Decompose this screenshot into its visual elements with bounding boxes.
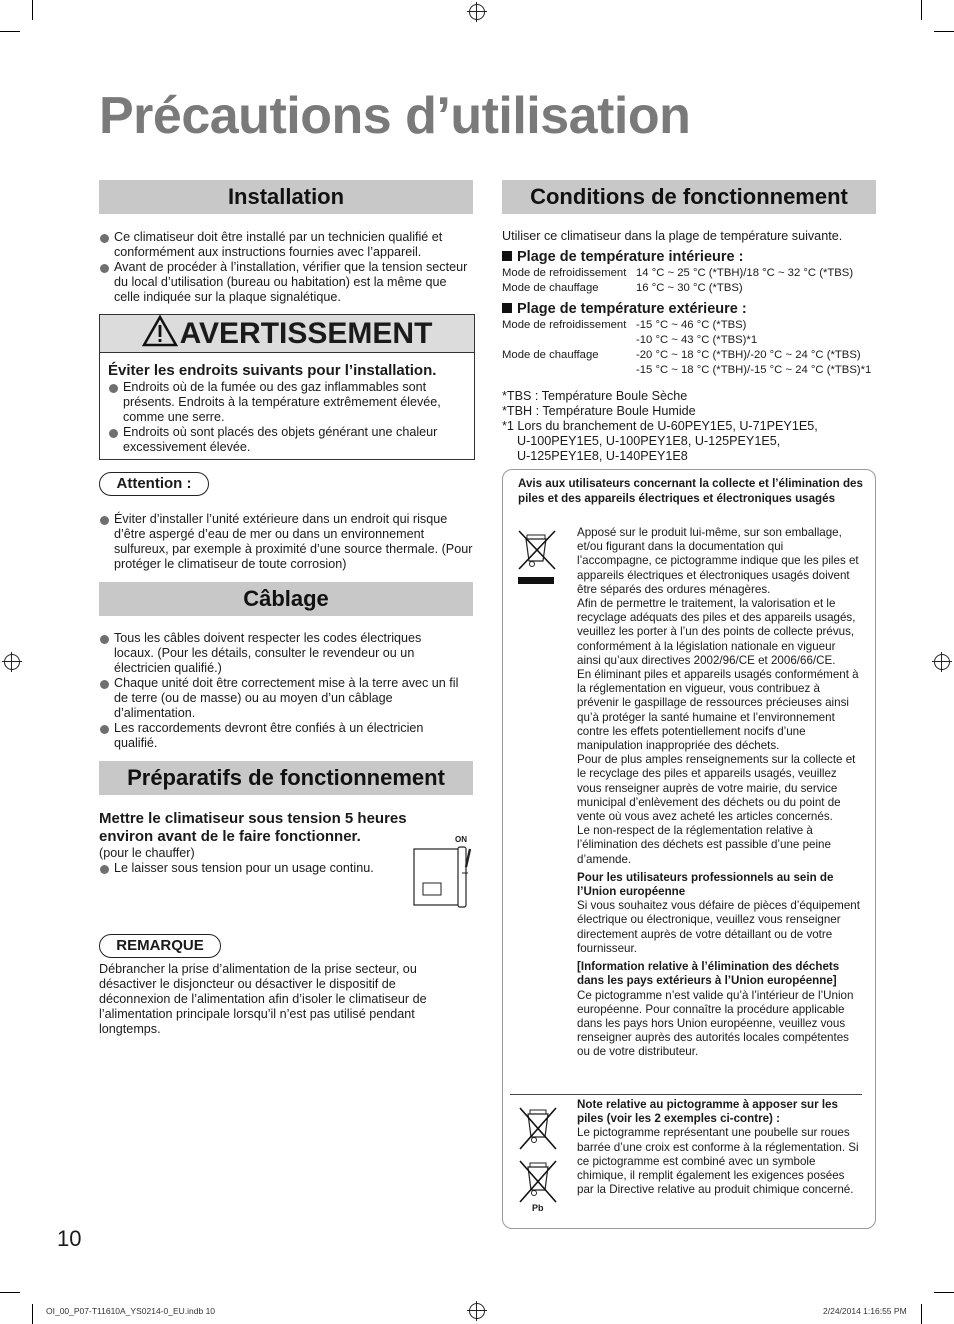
- crop-mark: [32, 1304, 33, 1324]
- registration-mark-icon: [469, 1303, 485, 1319]
- eu-notice-title: Avis aux utilisateurs concernant la collecte et l’élimination des piles et des appareils électriques et électroniques usagés: [518, 477, 863, 505]
- conditions-notes: *TBS : Température Boule Sèche *TBH : Température Boule Humide *1 Lors du branchement de U-60PEY1E5, U-71PEY1E5, U-100PEY1E5, U-100PEY1E8, U-125PEY1E5, U-125PEY1E8, U-140PEY1E8: [502, 389, 818, 463]
- page-title: Précautions d’utilisation: [99, 87, 691, 145]
- crop-mark: [921, 0, 922, 20]
- attention-label: Attention :: [99, 472, 209, 496]
- attention-text: [99, 512, 473, 572]
- warning-triangle-icon: [142, 315, 178, 347]
- remarque-text: Débrancher la prise d’alimentation de la prise secteur, ou désactiver le disjoncteur ou désactiver le dispositif de déconnexion de l’alimentation afin d’isoler le climatiseur de l’alimentation principale lorsqu’il n’est pas utilisé pendant longtemps.: [99, 962, 427, 1036]
- footer-date: 2/24/2014 1:16:55 PM: [823, 1306, 907, 1316]
- registration-mark-icon: [4, 654, 20, 670]
- remarque-label: REMARQUE: [99, 934, 221, 958]
- crop-mark: [934, 1292, 954, 1293]
- square-bullet-icon: [502, 303, 512, 313]
- registration-mark-icon: [469, 4, 485, 20]
- crop-mark: [934, 31, 954, 32]
- crop-mark: [921, 1304, 922, 1324]
- on-label: ON: [455, 835, 467, 844]
- cablage-bullet: Chaque unité doit être correctement mise à la terre avec un fil de terre (ou de masse) ou au moyen d’un câblage d’alimentation.: [99, 676, 459, 721]
- footer-file: OI_00_P07-T11610A_YS0214-0_EU.indb 10: [46, 1306, 216, 1316]
- eu-divider: [510, 1094, 862, 1095]
- outdoor-table: Mode de refroidissement -15 °C ~ 46 °C (*TBS) -10 °C ~ 43 °C (*TBS)*1 Mode de chauffage -20 °C ~ 18 °C (*TBH)/-20 °C ~ 24 °C (*TBS) -15 °C ~ 18 °C (*TBH)/-15 °C ~ 24 °C (*TBS)*1: [502, 319, 872, 376]
- eu-notice-body: Apposé sur le produit lui-même, sur son emballage, et/ou figurant dans la documentation qui l’accompagne, ce pictogramme indique que les piles et appareils électriques et électroniques usagés doivent être séparés des ordures ménagères. Afin de permettre le traitement, la valorisation et le recyclage adéquats des piles et des appareils usagés, veuillez les porter à l’un des points de collecte prévus, conformément à la législation nationale en vigueur ainsi qu’aux directives 2002/96/CE et 2006/66/CE. En éliminant piles et appareils usagés conformément à la réglementation en vigueur, vous contribuez à prévenir le gaspillage de ressources précieuses ainsi qu’à protéger la santé humaine et l’environnement contre les effets potentiellement nocifs d’une manipulation inappropriée des déchets. Pour de plus amples renseignements sur la collecte et le recyclage des piles et appareils usagés, veuillez vous renseigner auprès de votre mairie, du service municipal d’enlèvement des déchets ou du point de vente où vous avez acheté les articles concernés. Le non-respect de la réglementation relative à l’élimination des déchets est passible d’une peine d’amende. Pour les utilisateurs professionnels au sein de l’Union européenne Si vous souhaitez vous défaire de pièces d’équipement électrique ou électronique, veuillez vous renseigner directement auprès de votre détaillant ou de votre fournisseur. [Information relative à l’élimination des déchets dans les pays extérieurs à l’Union européenne] Ce pictogramme n’est valide qu’à l’intérieur de l’Union européenne. Pour connaître la procédure applicable dans les pays hors Union européenne, veuillez vous renseigner auprès des autorités locales compétentes ou de votre distributeur.: [577, 526, 860, 1059]
- preparatifs-note: (pour le chauffer): [99, 846, 195, 860]
- preparatifs-bold: Mettre le climatiseur sous tension 5 heures environ avant de le faire fonctionner.: [99, 810, 407, 845]
- warning-subheading: Éviter les endroits suivants pour l’installation.: [108, 362, 437, 379]
- page-number: 10: [57, 1226, 82, 1251]
- installation-heading: Installation: [99, 180, 473, 214]
- eu-note: Note relative au pictogramme à apposer sur les piles (voir les 2 exemples ci-contre) : Le pictogramme représentant une poubelle sur roues barrée d’une croix est conforme à la réglementation. Si ce pictogramme est combiné avec un symbole chimique, il remplit également les exigences posées par la Directive relative au produit chimique concerné.: [577, 1098, 859, 1197]
- warning-bullet: Endroits où sont placés des objets générant une chaleur excessivement élevée.: [108, 425, 466, 455]
- crossed-bin-icon: [516, 527, 558, 587]
- crop-mark: [0, 31, 20, 32]
- installation-bullet: Avant de procéder à l’installation, vérifier que la tension secteur du local d’utilisation (bureau ou habitation) est la même que celle indiquée sur la plaque signalétique.: [99, 260, 471, 305]
- preparatifs-heading: Préparatifs de fonctionnement: [99, 761, 473, 795]
- crop-mark: [0, 1292, 20, 1293]
- crop-mark: [32, 0, 33, 20]
- attention-bullet: Éviter d’installer l’unité extérieure dans un endroit qui risque d’être aspergé d’eau de mer ou dans un environnement sulfureux, par exemple à proximité d’une source thermale. (Pour protéger le climatiseur de toute corrosion): [99, 512, 473, 572]
- cablage-heading: Câblage: [99, 582, 473, 616]
- preparatifs-text: [99, 846, 399, 876]
- installation-bullet: Ce climatiseur doit être installé par un technicien qualifié et conformément aux instructions fournies avec l’appareil.: [99, 230, 471, 260]
- warning-header: [100, 315, 474, 353]
- crossed-bin-pb-icon: [516, 1158, 560, 1206]
- conditions-intro: Utiliser ce climatiseur dans la plage de température suivante.: [502, 229, 843, 243]
- indoor-table: Mode de refroidissement 14 °C ~ 25 °C (*TBH)/18 °C ~ 32 °C (*TBS) Mode de chauffage 16 °C ~ 30 °C (*TBS): [502, 267, 854, 294]
- square-bullet-icon: [502, 251, 512, 261]
- warning-box: [99, 314, 475, 460]
- outdoor-heading: Plage de température extérieure :: [502, 300, 747, 318]
- cablage-list: [99, 631, 459, 751]
- pb-label: Pb: [532, 1203, 544, 1213]
- cablage-bullet: Les raccordements devront être confiés à un électricien qualifié.: [99, 721, 459, 751]
- registration-mark-icon: [934, 654, 950, 670]
- cablage-bullet: Tous les câbles doivent respecter les codes électriques locaux. (Pour les détails, consulter le revendeur ou un électricien qualifié.): [99, 631, 459, 676]
- warning-bullet: Endroits où de la fumée ou des gaz inflammables sont présents. Endroits à la température extrêmement élevée, comme une serre.: [108, 380, 466, 425]
- crossed-bin-icon: [516, 1105, 560, 1153]
- conditions-heading: Conditions de fonctionnement: [502, 180, 876, 214]
- warning-title: AVERTISSEMENT: [179, 317, 433, 350]
- preparatifs-bullet: Le laisser sous tension pour un usage continu.: [99, 861, 399, 876]
- power-switch-icon: [410, 843, 472, 909]
- installation-list: [99, 230, 471, 305]
- indoor-heading: Plage de température intérieure :: [502, 248, 743, 266]
